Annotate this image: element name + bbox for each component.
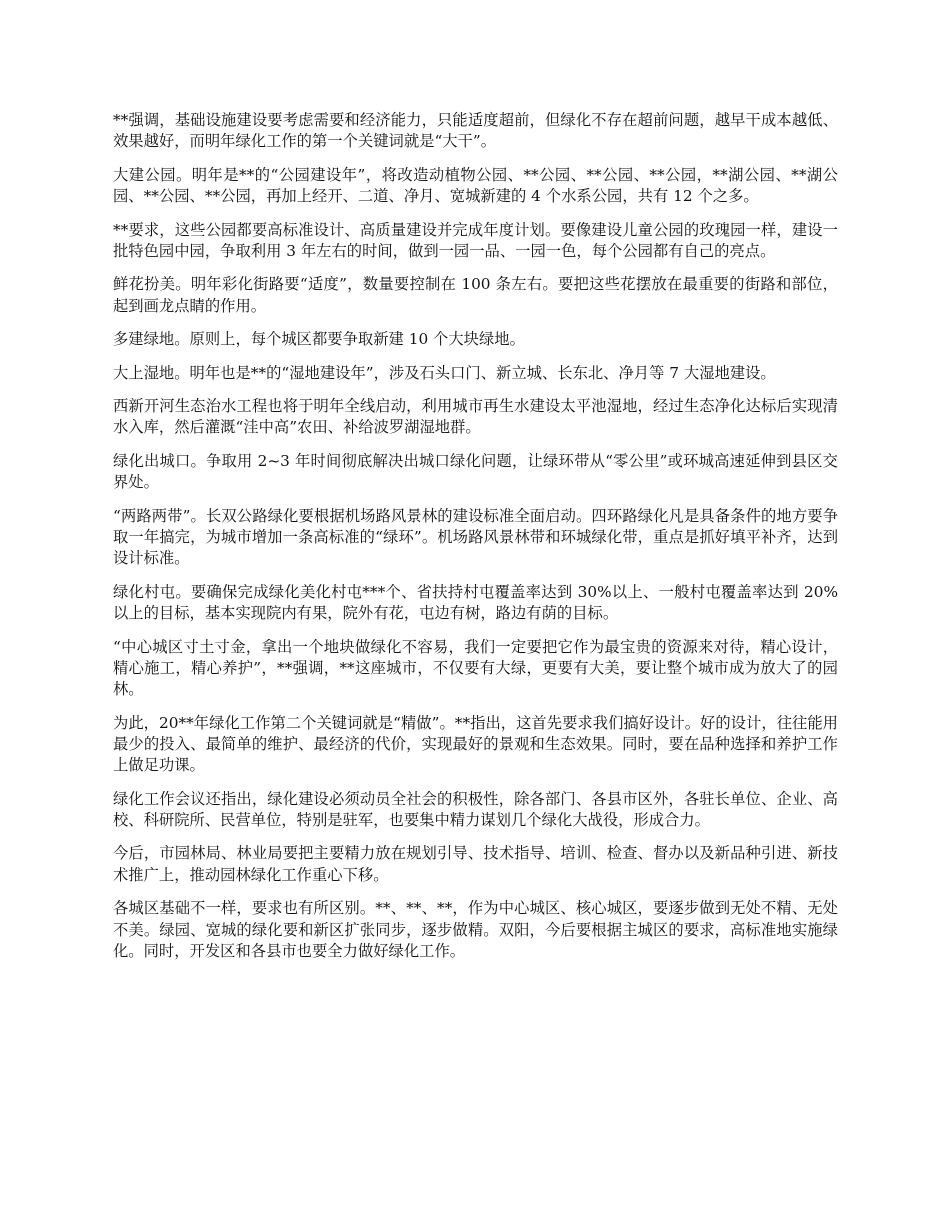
paragraph-5: 多建绿地。原则上，每个城区都要争取新建 10 个大块绿地。	[113, 330, 525, 349]
paragraph-1: **强调，基础设施建设要考虑需要和经济能力，只能适度超前，但绿化不存在超前问题，越早干成本越低、效果越好，而明年绿化工作的第一个关键词就是“大干”。	[113, 111, 838, 151]
paragraph-2: 大建公园。明年是**的“公园建设年”，将改造动植物公园、**公园、**公园、**公园，**湖公园、**湖公园、**公园、**公园，再加上经开、二道、净月、宽城新建的 4 个水系公园，共有 12 个之多。	[113, 165, 838, 206]
paragraph-9: “两路两带”。长双公路绿化要根据机场路风景林的建设标准全面启动。四环路绿化凡是具备条件的地方要争取一年搞完，为城市增加一条高标准的“绿环”。机场路风景林带和环城绿化带，重点是抓好填平补齐，达到设计标准。	[113, 506, 838, 568]
paragraph-12: 为此，20**年绿化工作第二个关键词就是“精做”。**指出，这首先要求我们搞好设计。好的设计，往往能用最少的投入、最简单的维护、最经济的代价，实现最好的景观和生态效果。同时，要在品种选择和养护工作上做足功课。	[113, 713, 838, 775]
paragraph-11: “中心城区寸土寸金，拿出一个地块做绿化不容易，我们一定要把它作为最宝贵的资源来对待，精心设计，精心施工，精心养护”，**强调，**这座城市，不仅要有大绿，更要有大美，要让整个城市成为放大了的园林。	[113, 637, 838, 699]
paragraph-3: **要求，这些公园都要高标准设计、高质量建设并完成年度计划。要像建设儿童公园的玫瑰园一样，建设一批特色园中园，争取利用 3 年左右的时间，做到一园一品、一园一色，每个公园都有自己的亮点。	[113, 220, 838, 260]
paragraph-6: 大上湿地。明年也是**的“湿地建设年”，涉及石头口门、新立城、长东北、净月等 7 大湿地建设。	[113, 363, 776, 382]
paragraph-7: 西新开河生态治水工程也将于明年全线启动，利用城市再生水建设太平池湿地，经过生态净化达标后实现清水入库，然后灌溉“洼中高”农田、补给波罗湖湿地群。	[113, 397, 838, 437]
paragraph-14: 今后，市园林局、林业局要把主要精力放在规划引导、技术指导、培训、检查、督办以及新品种引进、新技术推广上，推动园林绿化工作重心下移。	[113, 844, 838, 884]
document-body	[113, 110, 838, 974]
paragraph-13: 绿化工作会议还指出，绿化建设必须动员全社会的积极性，除各部门、各县市区外，各驻长单位、企业、高校、科研院所、民营单位，特别是驻军，也要集中精力谋划几个绿化大战役，形成合力。	[113, 789, 838, 829]
paragraph-8: 绿化出城口。争取用 2~3 年时间彻底解决出城口绿化问题，让绿环带从“零公里”或环城高速延伸到县区交界处。	[113, 451, 838, 492]
paragraph-15: 各城区基础不一样，要求也有所区别。**、**、**，作为中心城区、核心城区，要逐步做到无处不精、无处不美。绿园、宽城的绿化要和新区扩张同步，逐步做精。双阳，今后要根据主城区的要求，高标准地实施绿化。同时，开发区和各县市也要全力做好绿化工作。	[113, 899, 838, 960]
paragraph-10: 绿化村屯。要确保完成绿化美化村屯***个、省扶持村屯覆盖率达到 30%以上、一般村屯覆盖率达到 20%以上的目标，基本实现院内有果，院外有花，屯边有树，路边有荫的目标。	[113, 582, 838, 623]
paragraph-4: 鲜花扮美。明年彩化街路要“适度”，数量要控制在 100 条左右。要把这些花摆放在最重要的街路和部位，起到画龙点睛的作用。	[113, 275, 838, 315]
